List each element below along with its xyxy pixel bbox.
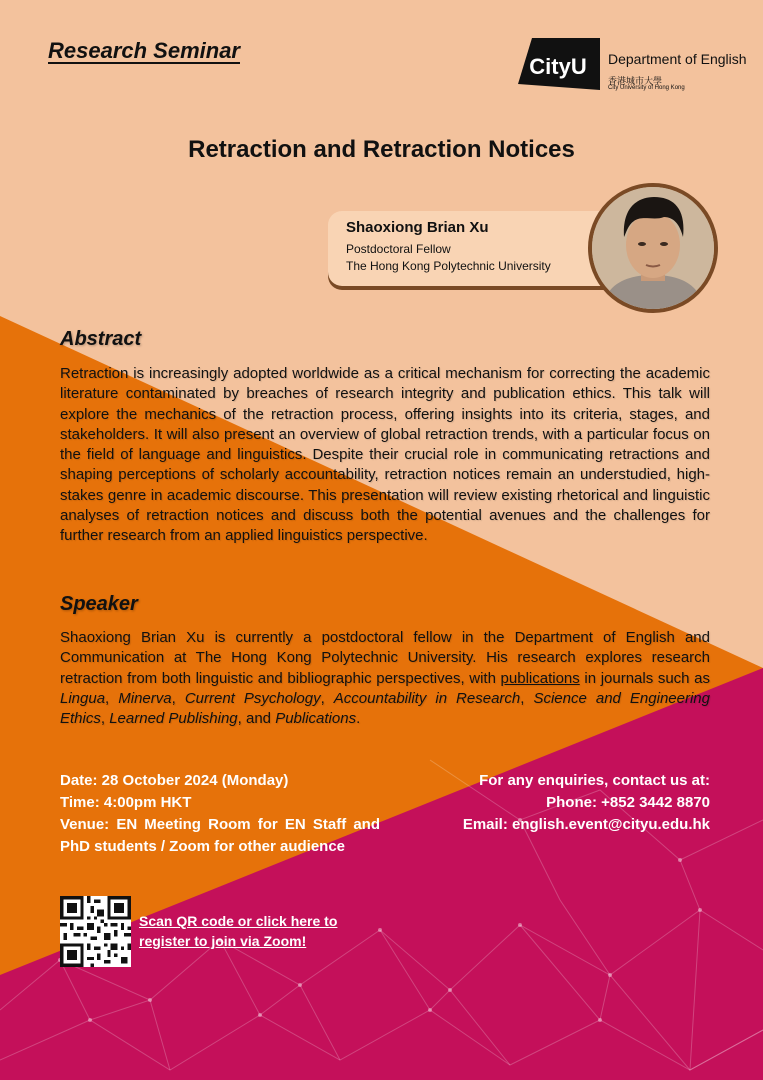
department-name: Department of English <box>608 51 747 67</box>
event-time: Time: 4:00pm HKT <box>60 794 192 811</box>
contact-details <box>400 770 710 836</box>
cityu-badge-icon <box>518 38 602 90</box>
research-seminar-label: Research Seminar <box>48 38 240 63</box>
contact-heading: For any enquiries, contact us at: <box>479 772 710 789</box>
cityu-logo <box>518 38 748 98</box>
contact-phone[interactable]: Phone: +852 3442 8870 <box>546 794 710 811</box>
speaker-bio: Shaoxiong Brian Xu is currently a postdoctoral fellow in the Department of English and Communication at The Hong Kong Polytechnic University. His research explores research retraction from both linguistic and bibliographic perspectives, with publications in journals such as Lingua, Minerva, Current Psychology, Accountability in Research, Science and Engineering Ethics, Learned Publishing, and Publications. <box>60 629 710 728</box>
event-date: Date: 28 October 2024 (Monday) <box>60 772 289 789</box>
contact-email[interactable]: Email: english.event@cityu.edu.hk <box>462 816 710 833</box>
speaker-role: Postdoctoral Fellow <box>346 242 451 256</box>
abstract-text: Retraction is increasingly adopted worldwide as a critical mechanism for correcting the academic literature contaminated by breaches of research integrity and publication ethics. This talk will explore the mechanics of the retraction process, offering insights into its criteria, stages, and stakeholders. It will also present an overview of global retraction trends, with a particular focus on the field of language and linguistics. Despite their crucial role in communicating retractions and shaping perceptions of scholarly accountability, retraction notices remain an understudied, high-stakes genre in academic discourse. This presentation will review existing rhetorical and linguistic analyses of retraction notices and discuss both the potential avenues and the challenges for further research from an applied linguistics perspective. <box>60 365 710 545</box>
speaker-heading: Speaker <box>60 593 138 615</box>
speaker-organization: The Hong Kong Polytechnic University <box>346 259 551 273</box>
page-title: Retraction and Retraction Notices <box>188 136 575 163</box>
event-details <box>60 770 380 858</box>
event-venue: Venue: EN Meeting Room for EN Staff and PhD students / Zoom for other audience <box>60 816 380 855</box>
university-name: City University of Hong Kong <box>608 85 685 91</box>
publications-link[interactable]: publications <box>500 669 580 687</box>
abstract-heading: Abstract <box>60 328 142 350</box>
speaker-name: Shaoxiong Brian Xu <box>346 219 489 236</box>
qr-code[interactable] <box>60 896 131 967</box>
svg-text:CityU: CityU <box>529 54 587 79</box>
speaker-photo <box>588 183 718 313</box>
zoom-registration-link[interactable]: Scan QR code or click here to register to join via Zoom! <box>139 913 338 949</box>
university-chinese-name: 香港城市大學 <box>608 76 663 86</box>
